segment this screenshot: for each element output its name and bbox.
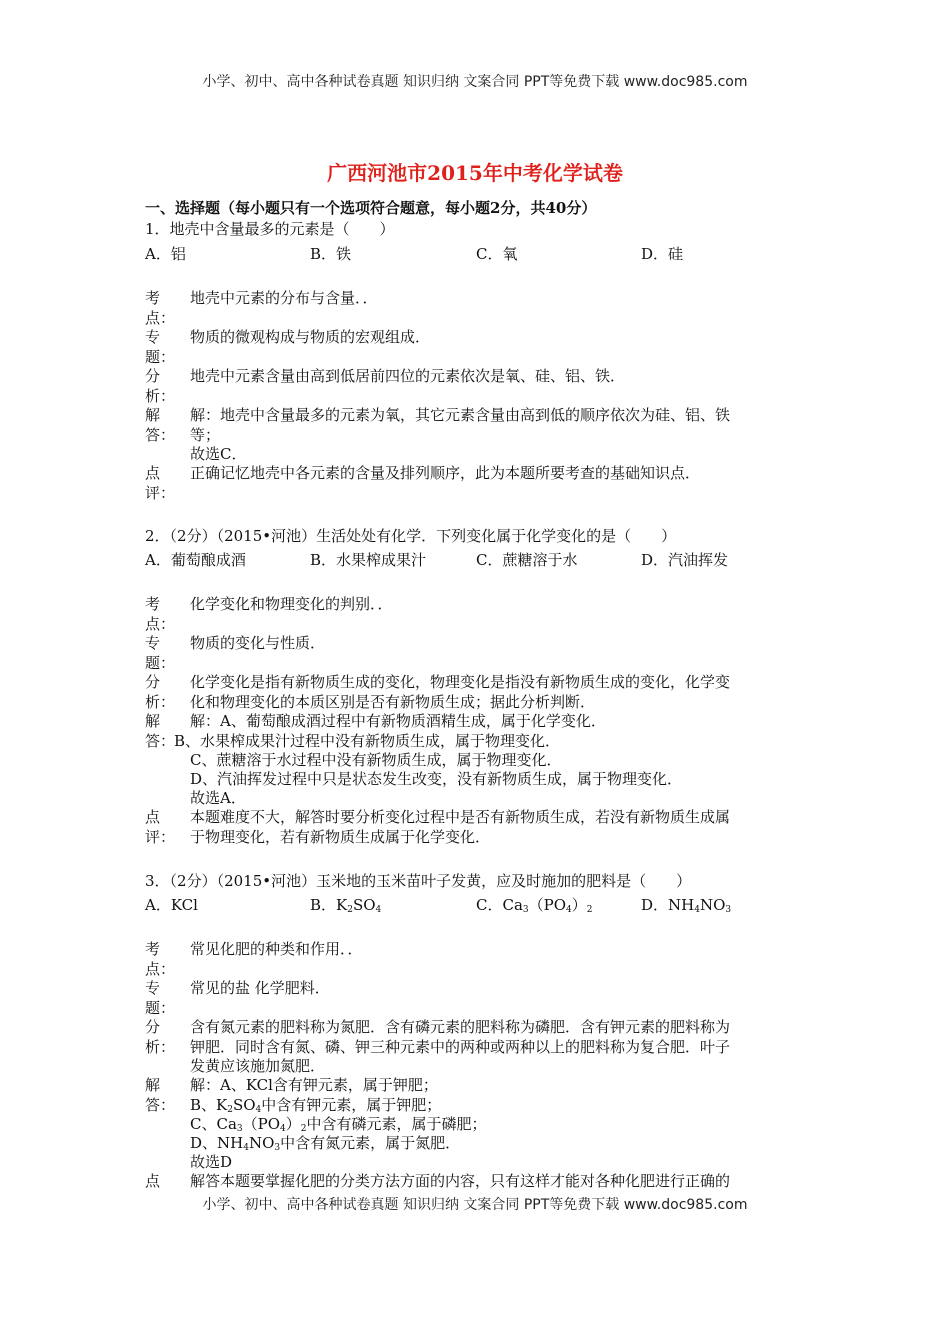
q3-jieda-line-1: 解：A、KCl含有钾元素，属于钾肥；: [190, 1076, 438, 1094]
q1-dianping-line-1: 正确记忆地壳中各元素的含量及排列顺序，此为本题所要考查的基础知识点．: [190, 464, 701, 482]
q3-jieda-label-2: 答：: [145, 1096, 176, 1114]
q2-kaodian-label-2: 点：: [145, 615, 176, 633]
q1-fenxi-label-2: 析：: [145, 387, 176, 405]
q3-zhuanti-label-1: 专: [145, 979, 161, 997]
q2-fenxi-line-1: 化学变化是指有新物质生成的变化，物理变化是指没有新物质生成的变化，化学变: [190, 673, 731, 691]
q3-option-a: A．KCl: [145, 896, 198, 914]
q1-zhuanti-label-2: 题：: [145, 348, 176, 366]
q3-jieda-line-5: 故选D: [190, 1153, 233, 1171]
q1-jieda-line-2: 等；: [190, 426, 221, 444]
q1-jieda-label-1: 解: [145, 406, 161, 424]
q1-dianping-label-1: 点: [145, 464, 161, 482]
q3-jieda-line-2: B、$K_2SO_4$中含有钾元素，属于钾肥；: [190, 1096, 442, 1115]
q2-jieda-label-2: 答：: [145, 732, 176, 750]
q2-jieda-line-4: D、汽油挥发过程中只是状态发生改变，没有新物质生成，属于物理变化．: [190, 770, 683, 788]
q2-zhuanti-label-2: 题：: [145, 654, 176, 672]
page-footer: 小学、初中、高中各种试卷真题 知识归纳 文案合同 PPT等免费下载 www.doc985.com: [202, 1197, 748, 1213]
q3-kaodian: 常见化肥的种类和作用．．: [190, 940, 363, 958]
q3-fenxi-label-2: 析：: [145, 1038, 176, 1056]
q3-fenxi-line-3: 发黄应该施加氮肥．: [190, 1057, 326, 1075]
q3-zhuanti-label-2: 题：: [145, 999, 176, 1017]
q1-dianping-label-2: 评：: [145, 484, 176, 502]
q2-fenxi-line-2: 化和物理变化的本质区别是否有新物质生成；据此分析判断．: [190, 693, 596, 711]
q2-dianping-line-2: 于物理变化，若有新物质生成属于化学变化．: [190, 828, 491, 846]
q2-dianping-line-1: 本题难度不大，解答时要分析变化过程中是否有新物质生成，若没有新物质生成属: [190, 808, 731, 826]
q2-kaodian-label-1: 考: [145, 595, 161, 613]
q3-stem: 3．（2分）（2015•河池）玉米地的玉米苗叶子发黄，应及时施加的肥料是（ ）: [145, 872, 692, 890]
q1-jieda-line-1: 解：地壳中含量最多的元素为氧，其它元素含量由高到低的顺序依次为硅、铝、铁: [190, 406, 731, 424]
q3-dianping-label-1: 点: [145, 1172, 161, 1190]
q2-dianping-label-1: 点: [145, 808, 161, 826]
q1-stem: 1．地壳中含量最多的元素是（ ）: [145, 220, 395, 238]
q1-kaodian-label-1: 考: [145, 289, 161, 307]
q1-jieda-line-3: 故选C．: [190, 445, 247, 463]
q1-jieda-label-2: 答：: [145, 426, 176, 444]
q3-option-b: B．$K_2SO_4$: [310, 896, 382, 915]
q2-option-b: B．水果榨成果汁: [310, 551, 427, 569]
q2-stem: 2．（2分）（2015•河池）生活处处有化学．下列变化属于化学变化的是（ ）: [145, 527, 677, 545]
q1-zhuanti-label-1: 专: [145, 328, 161, 346]
q3-option-d: D．$NH_4NO_3$: [641, 896, 732, 915]
q3-zhuanti: 常见的盐 化学肥料．: [190, 979, 330, 997]
q1-fenxi-line-1: 地壳中元素含量由高到低居前四位的元素依次是氧、硅、铝、铁．: [190, 367, 626, 385]
q3-dianping-line-1: 解答本题要掌握化肥的分类方法方面的内容，只有这样才能对各种化肥进行正确的: [190, 1172, 731, 1190]
q2-jieda-line-1: 解：A、葡萄酿成酒过程中有新物质酒精生成，属于化学变化．: [190, 712, 606, 730]
q2-fenxi-label-1: 分: [145, 673, 161, 691]
q2-jieda-label-1: 解: [145, 712, 161, 730]
q2-dianping-label-2: 评：: [145, 828, 176, 846]
q2-zhuanti: 物质的变化与性质．: [190, 634, 326, 652]
q2-jieda-line-5: 故选A．: [190, 789, 246, 807]
q3-fenxi-line-2: 钾肥．同时含有氮、磷、钾三种元素中的两种或两种以上的肥料称为复合肥．叶子: [190, 1038, 731, 1056]
q2-jieda-line-2: B、水果榨成果汁过程中没有新物质生成，属于物理变化．: [174, 732, 561, 750]
q1-zhuanti: 物质的微观构成与物质的宏观组成．: [190, 328, 431, 346]
q1-fenxi-label-1: 分: [145, 367, 161, 385]
q1-kaodian-label-2: 点：: [145, 309, 176, 327]
q1-option-b: B．铁: [310, 245, 352, 263]
q2-kaodian: 化学变化和物理变化的判别．．: [190, 595, 393, 613]
q2-fenxi-label-2: 析：: [145, 693, 176, 711]
exam-title: 广西河池市2015年中考化学试卷: [327, 161, 623, 185]
q2-option-d: D．汽油挥发: [641, 551, 729, 569]
q3-option-c: C．$Ca_3(PO_4)_2$: [476, 896, 593, 915]
q2-option-c: C．蔗糖溶于水: [476, 551, 578, 569]
q1-option-d: D．硅: [641, 245, 684, 263]
q3-fenxi-line-1: 含有氮元素的肥料称为氮肥．含有磷元素的肥料称为磷肥．含有钾元素的肥料称为: [190, 1018, 731, 1036]
q1-option-c: C．氧: [476, 245, 518, 263]
q2-option-a: A．葡萄酿成酒: [145, 551, 246, 569]
q3-fenxi-label-1: 分: [145, 1018, 161, 1036]
page-header: 小学、初中、高中各种试卷真题 知识归纳 文案合同 PPT等免费下载 www.doc985.com: [202, 74, 748, 90]
q3-kaodian-label-2: 点：: [145, 960, 176, 978]
q1-kaodian: 地壳中元素的分布与含量．．: [190, 289, 378, 307]
q2-zhuanti-label-1: 专: [145, 634, 161, 652]
q1-option-a: A．铝: [145, 245, 186, 263]
q3-jieda-line-3: C、$Ca_3(PO_4)_2$中含有磷元素，属于磷肥；: [190, 1115, 487, 1134]
q3-jieda-line-4: D、$NH_4NO_3$中含有氮元素，属于氮肥．: [190, 1134, 461, 1153]
q3-kaodian-label-1: 考: [145, 940, 161, 958]
section-heading: 一、选择题（每小题只有一个选项符合题意，每小题2分，共40分）: [145, 199, 597, 217]
q3-jieda-label-1: 解: [145, 1076, 161, 1094]
q2-jieda-line-3: C、蔗糖溶于水过程中没有新物质生成，属于物理变化．: [190, 751, 562, 769]
